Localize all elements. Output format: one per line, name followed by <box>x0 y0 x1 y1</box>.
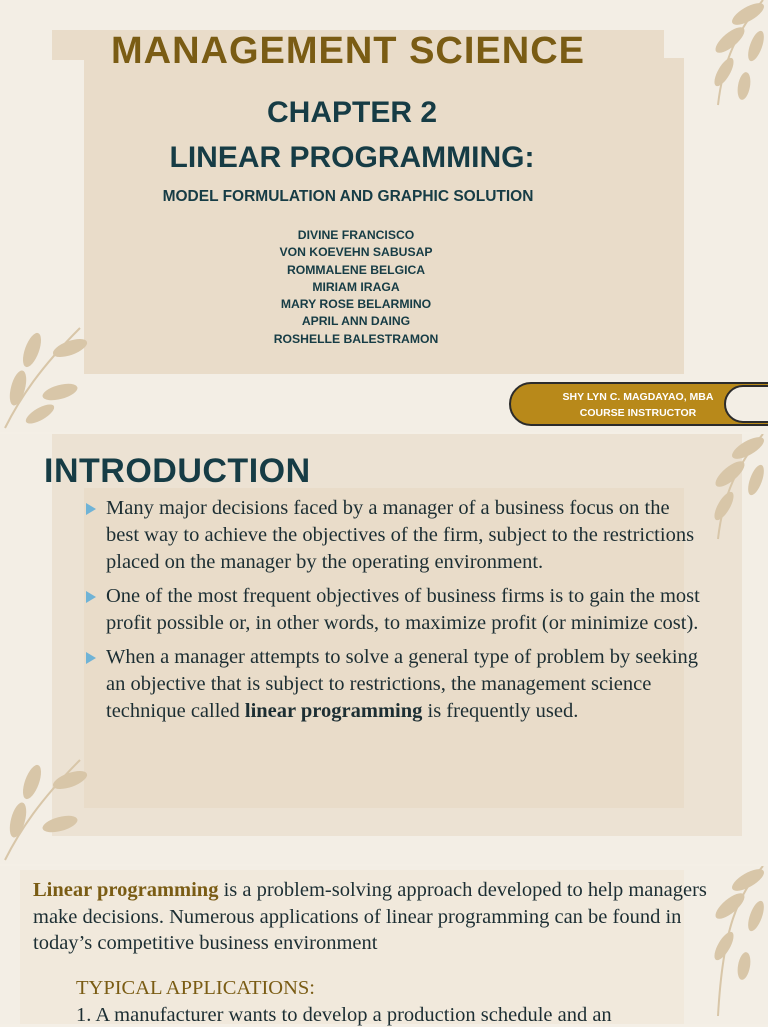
leaf-branch-icon <box>0 750 110 864</box>
definition-text: is a problem-solving approach developed to help managers make decisions. Numerous applications of linear programming can be found in today’s competitive business environment <box>33 879 707 954</box>
author-name: DIVINE FRANCISCO <box>297 228 415 242</box>
bullet-text <box>106 646 698 722</box>
author-name: VON KOEVEHN SABUSAP <box>279 245 433 260</box>
introduction-bullets <box>84 495 704 732</box>
introduction-title: INTRODUCTION <box>44 452 311 490</box>
bullet-arrow-icon <box>86 503 96 515</box>
author-name: ROSHELLE BALESTRAMON <box>273 331 439 346</box>
bullet-item <box>84 583 704 637</box>
bullet-item <box>84 495 704 576</box>
bullet-text-part: is frequently used. <box>422 700 579 722</box>
bullet-text: One of the most frequent objectives of business firms is to gain the most profit possible or, in other words, to maximize profit (or minimize cost). <box>106 585 700 634</box>
application-item: 1. A manufacturer wants to develop a production schedule and an <box>76 1004 612 1026</box>
bullet-arrow-icon <box>86 652 96 664</box>
chapter-heading: LINEAR PROGRAMMING: <box>169 141 535 174</box>
bullet-text: Many major decisions faced by a manager of a business focus on the best way to achieve the objectives of the firm, subject to the restrictions placed on the manager by the operating environment. <box>106 497 695 573</box>
course-title: MANAGEMENT SCIENCE <box>110 30 586 72</box>
bullet-text-part: When a manager attempts to solve a general type of problem by seeking an objective that is subject to restrictions, the management science technique called <box>106 646 699 722</box>
instructor-label <box>540 389 736 421</box>
bullet-item <box>84 644 704 725</box>
linear-programming-term: linear programming <box>244 700 423 722</box>
linear-programming-definition <box>33 877 713 957</box>
instructor-name: SHY LYN C. MAGDAYAO, MBA <box>562 391 714 403</box>
author-name: MARY ROSE BELARMINO <box>280 297 432 312</box>
definition-term: Linear programming <box>33 879 219 901</box>
author-name: APRIL ANN DAING <box>301 314 411 329</box>
bullet-arrow-icon <box>86 591 96 603</box>
instructor-role: COURSE INSTRUCTOR <box>579 407 697 419</box>
typical-applications-heading: TYPICAL APPLICATIONS: <box>76 977 316 999</box>
title-slide <box>0 0 768 432</box>
chapter-subtitle: MODEL FORMULATION AND GRAPHIC SOLUTION <box>162 188 534 205</box>
chapter-label: CHAPTER 2 <box>266 96 438 129</box>
author-list <box>0 227 712 348</box>
author-name: MIRIAM IRAGA <box>312 279 400 294</box>
author-name: ROMMALENE BELGICA <box>286 262 426 277</box>
